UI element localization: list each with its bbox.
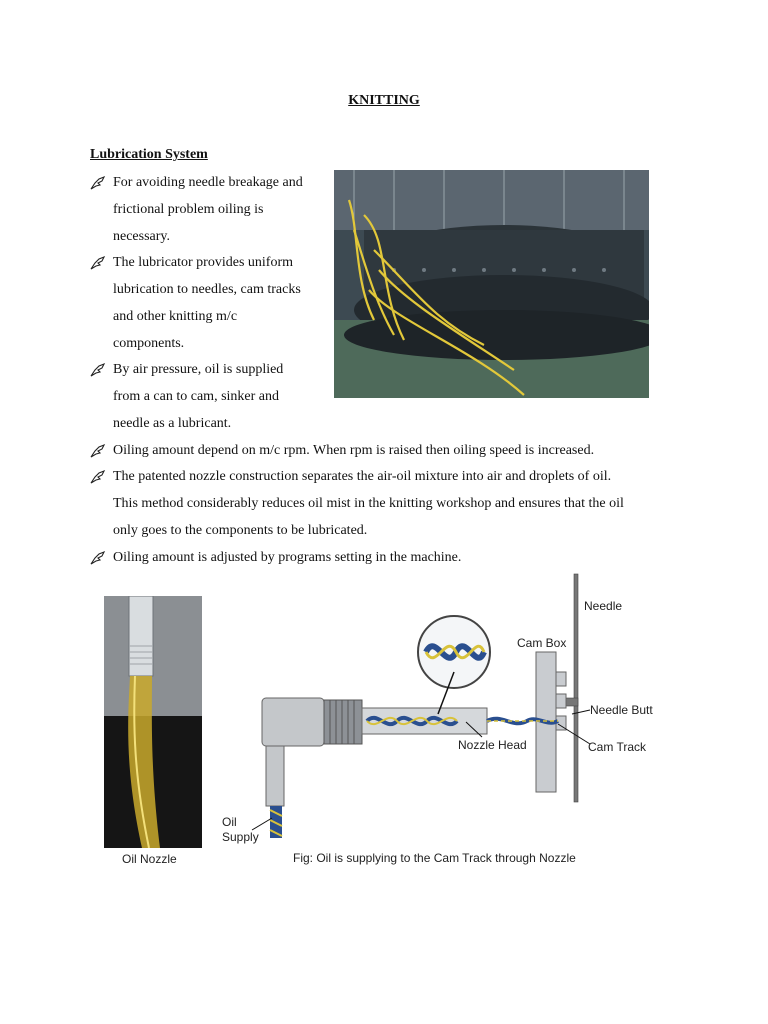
bullet-line: necessary. — [113, 229, 171, 244]
needle-butt-label: Needle Butt — [590, 703, 653, 717]
pointing-hand-icon — [90, 362, 106, 378]
pointing-hand-icon — [90, 175, 106, 191]
bullet-line: frictional problem oiling is — [113, 202, 264, 217]
bullet-line: components. — [113, 336, 185, 351]
bullet-line: Oiling amount depend on m/c rpm. When rpm is raised then oiling speed is increased. — [113, 443, 595, 458]
pointing-hand-icon — [90, 469, 106, 485]
bullet-line: from a can to cam, sinker and — [113, 389, 279, 404]
bullet-line: needle as a lubricant. — [113, 416, 232, 431]
bullet-line: and other knitting m/c — [113, 309, 238, 324]
knitting-machine-photo — [334, 170, 649, 398]
bullet-line: For avoiding needle breakage and — [113, 175, 303, 190]
bullet-line: This method considerably reduces oil mist in the knitting workshop and ensures that the oil — [113, 496, 624, 511]
oil-label: Oil — [222, 815, 237, 829]
bullet-line: The lubricator provides uniform — [113, 255, 294, 270]
cam-box-label: Cam Box — [517, 636, 567, 650]
oil-nozzle-caption: Oil Nozzle — [122, 852, 177, 866]
section-heading: Lubrication System — [90, 147, 208, 162]
pointing-hand-icon — [90, 255, 106, 271]
cam-track-label: Cam Track — [588, 740, 647, 754]
needle-label: Needle — [584, 599, 623, 613]
supply-label: Supply — [222, 830, 259, 844]
nozzle-head-label: Nozzle Head — [458, 738, 527, 752]
bullet-line: Oiling amount is adjusted by programs setting in the machine. — [113, 550, 462, 565]
bullet-line: lubrication to needles, cam tracks — [113, 282, 301, 297]
pointing-hand-icon — [90, 443, 106, 459]
oil-nozzle-photo — [104, 596, 202, 848]
diagram-caption: Fig: Oil is supplying to the Cam Track through Nozzle — [293, 851, 576, 865]
pointing-hand-icon — [90, 550, 106, 566]
oil-nozzle-diagram — [222, 572, 662, 842]
document-title: KNITTING — [348, 93, 420, 108]
bullet-line: The patented nozzle construction separates the air-oil mixture into air and droplets of oil. — [113, 469, 612, 484]
bullet-line: only goes to the components to be lubricated. — [113, 523, 368, 538]
bullet-line: By air pressure, oil is supplied — [113, 362, 284, 377]
